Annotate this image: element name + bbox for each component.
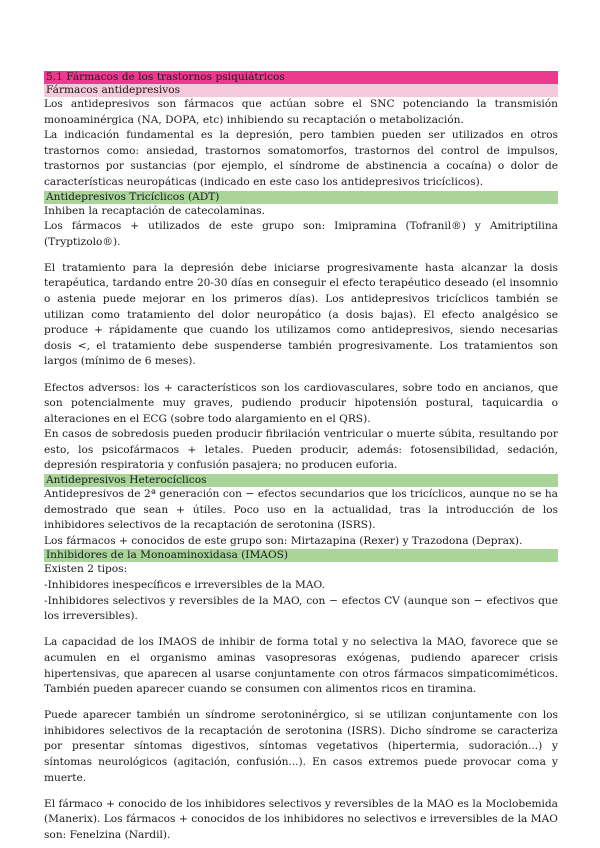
hetero-header: Antidepresivos Heterocíclicos (44, 474, 558, 487)
imao-paragraph-4: La capacidad de los IMAOS de inhibir de forma total y no selectiva la MAO, favorece que se acumulen en el organismo aminas vasopresoras exógenas, pudiendo aparecer crisis hipertensivas, que aparecen al usarse conjuntamente con otros fármacos simpaticomiméticos. También pueden aparecer cuando se consumen con alimentos ricos en tiramina. (44, 636, 558, 696)
subsection-antidepresivos: Fármacos antidepresivos (44, 84, 558, 97)
adt-paragraph-3: El tratamiento para la depresión debe iniciarse progresivamente hasta alcanzar la dosis terapéutica, tardando entre 20-30 días en conseguir el efecto terapéutico deseado (el insomnio o astenia puede mejorar en los primeros días). Los antidepresivos tricíclicos también se utilizan como tratamiento del dolor neuropático (a dosis bajas). El efecto analgésico se produce + rápidamente que cuando los utilizamos como antidepresivos, siendo necesarias dosis <, el tratamiento debe suspenderse también progresivamente. Los tratamientos son largos (mínimo de 6 meses). (44, 261, 558, 368)
adt-paragraph-4: Efectos adversos: los + característicos son los cardiovasculares, sobre todo en ancianos, que son potencialmente muy graves, pudiendo producir hipotensión postural, taquicardia o alteraciones en el ECG (sobre todo alargamiento en el QRS). (44, 381, 558, 425)
adt-paragraph-1: Inhiben la recaptación de catecolaminas. (44, 204, 265, 217)
imao-paragraph-6: El fármaco + conocido de los inhibidores selectivos y reversibles de la MAO es la Moclobemida (Manerix). Los fármacos + conocidos de los inhibidores no selectivos e irreversibles de la MAO son: Fenelzina (Nardil). (44, 797, 558, 841)
imao-paragraph-1: Existen 2 tipos: (44, 563, 128, 576)
imao-header: Inhibidores de la Monoaminoxidasa (IMAOS) (44, 549, 558, 562)
intro-paragraph-2: La indicación fundamental es la depresión, pero tambien pueden ser utilizados en otros trastornos como: ansiedad, trastornos somatomorfos, trastornos del control de impulsos, trastornos por sustancias (por ejemplo, el síndrome de abstinencia a cocaína) o dolor de características neuropáticas (indicado en este caso los antidepresivos tricíclicos). (44, 129, 558, 188)
hetero-paragraph-1: Antidepresivos de 2ª generación con − efectos secundarios que los tricíclicos, aunque no se ha demostrado que sean + útiles. Poco uso en la actualidad, tras la introducción de los inhibidores selectivos de la recaptación de serotonina (ISRS). (44, 488, 558, 532)
imao-paragraph-2: -Inhibidores inespecíficos e irreversibles de la MAO. (44, 579, 325, 592)
adt-paragraph-5: En casos de sobredosis pueden producir fibrilación ventricular o muerte súbita, resultando por esto, los psicofármacos + letales. Pueden producir, además: fotosensibilidad, sedación, depresión respiratoria y confusión pasajera; no producen euforia. (44, 428, 558, 472)
imao-paragraph-3: -Inhibidores selectivos y reversibles de la MAO, con − efectos CV (aunque son − efectivos que los irreversibles). (44, 594, 558, 623)
document-page (44, 71, 558, 843)
adt-header: Antidepresivos Tricíclicos (ADT) (44, 191, 558, 204)
adt-paragraph-2: Los fármacos + utilizados de este grupo son: Imipramina (Tofranil®) y Amitriptilina (Tryptizolo®). (44, 220, 558, 248)
section-title: 5.1 Fármacos de los trastornos psiquiátricos (44, 71, 558, 84)
imao-paragraph-5: Puede aparecer también un síndrome serotoninérgico, si se utilizan conjuntamente con los inhibidores selectivos de la recaptación de serotonina (ISRS). Dicho síndrome se caracteriza por presentar síntomas digestivos, síntomas vegetativos (hipertermia, sudoración...) y síntomas neurológicos (agitación, confusión...). En casos extremos puede provocar coma y muerte. (44, 709, 558, 784)
hetero-paragraph-2: Los fármacos + conocidos de este grupo son: Mirtazapina (Rexer) y Trazodona (Deprax). (44, 534, 523, 547)
intro-paragraph-1: Los antidepresivos son fármacos que actúan sobre el SNC potenciando la transmisión monoaminérgica (NA, DOPA, etc) inhibiendo su recaptación o metabolización. (44, 98, 558, 126)
